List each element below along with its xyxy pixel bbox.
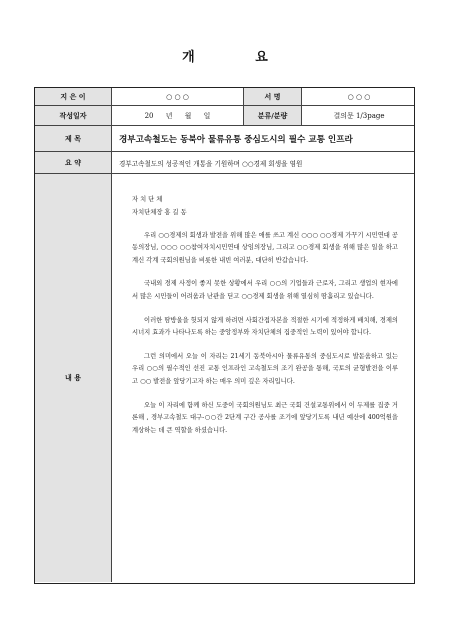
content-label: 내 용 [35, 174, 111, 582]
subject-row [35, 126, 414, 152]
date-row [35, 106, 414, 126]
overview-form [34, 87, 415, 584]
presenter-label: 지 은 이 [35, 88, 111, 105]
presenter-row [35, 88, 414, 106]
paragraph-3: 이러한 땀방울을 헛되지 않게 하려면 사회간접자본을 적절한 시기에 적정하게 배치해, 경제의 시너지 효과가 나타나도록 하는 중앙정부와 자치단체의 집중적인 노력이 있어야 합니다. [132, 316, 398, 337]
address-line-2: 자치단체장 홍 길 동 [132, 208, 187, 216]
summary-row [35, 152, 414, 174]
summary-label: 요 약 [35, 152, 111, 173]
address-line-1: 자 치 단 체 [132, 196, 163, 203]
subject-value: 경부고속철도는 동북아 물류유통 중심도시의 필수 교통 인프라 [111, 126, 416, 151]
paragraph-1: 우리 ○○경제의 회생과 발전을 위해 많은 애를 쓰고 계신 ○○○ ○○경제 가꾸기 시민연대 공동의장님, ○○○ ○○참여자치시민연대 상임의장님, 그리고 ○○경제 회생을 위해 많은 일을 하고 계신 각계 국회의원님을 비롯한 내빈 여러분, 대단히 반갑습니다. [132, 231, 398, 265]
paragraph-4: 그런 의미에서 오늘 이 자리는 21세기 동북아시아 물류유통의 중심도시로 발돋움하고 있는 우리 ○○의 필수적인 선진 교통 인프라인 고속철도의 조기 완공을 통해, 국토의 균형발전을 이루고 ○○ 발전을 앞당기고자 하는 매우 의미 깊은 자리입니다. [132, 352, 398, 386]
date-label: 작성일자 [35, 106, 111, 125]
summary-value: 경부고속철도의 성공적인 개통을 기원하며 ○○경제 회생을 염원 [111, 152, 416, 173]
title-value: ○ ○ ○ [301, 88, 416, 105]
category-label: 분류/분량 [243, 106, 301, 125]
date-value: 20 년 월 일 [111, 106, 243, 125]
title-label: 서 명 [243, 88, 301, 105]
content-row [35, 174, 414, 582]
document-title: 개 요 [182, 50, 296, 65]
paragraph-5: 오늘 이 자리에 함께 하신 도중이 국회의원님도 최근 국회 건설교통위에서 이 두제를 집중 거론해 , 경부고속철도 대구-○○간 2단계 구간 공사를 조기에 앞당기도록 내년 예산에 400억원을 계상하는 데 큰 역할을 하셨습니다. [132, 401, 398, 435]
paragraph-2: 국내외 경제 사정이 좋지 못한 상황에서 우리 ○○의 기업들과 근로자, 그리고 생업의 현자에서 많은 시민들이 어려움과 난관을 딛고 ○○경제 회생을 위해 열심히 땀흘리고 있습니다. [132, 280, 398, 301]
presenter-value: ○ ○ ○ [111, 88, 243, 105]
category-value: 결의문 1/3page [301, 106, 416, 125]
content-body [111, 174, 416, 582]
subject-label: 제 목 [35, 126, 111, 151]
